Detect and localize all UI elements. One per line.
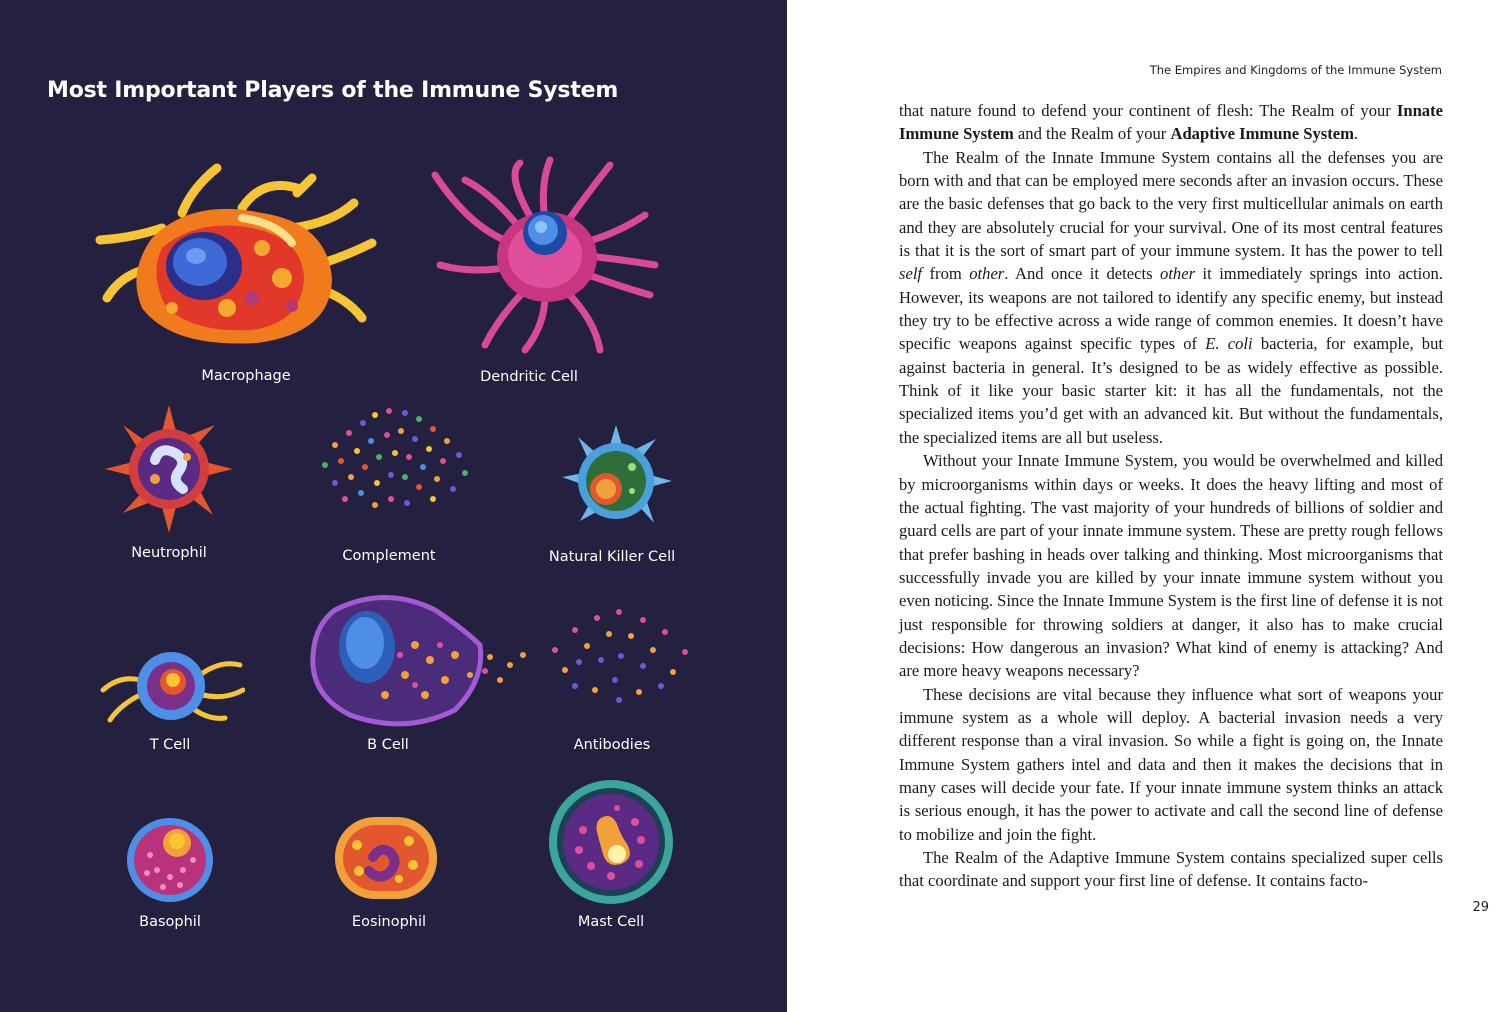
macrophage-label: Macrophage xyxy=(201,368,291,384)
antibodies-label: Antibodies xyxy=(573,737,651,753)
running-head: The Empires and Kingdoms of the Immune System xyxy=(1149,63,1442,77)
paragraph-3: Without your Innate Immune System, you would be overwhelmed and killed by microorganisms within days or weeks. It does the heavy lifting and most of the actual fighting. The vast majority of your hundreds of billions of soldier and guard cells are part of your innate immune system. These are pretty rough fellows that prefer bashing in heads over talking and thinking. Most microorganisms that successfully invade you are killed by your innate immune system without you even noticing. Since the Innate Immune System is the first line of defense it is not just responsible for throwing soldiers at danger, it also has to make crucial decisions: How dangerous an invasion? What kind of enemy is attacking? And are more heavy weapons necessary? xyxy=(899,451,1443,681)
body-text xyxy=(899,99,1443,893)
paragraph-4: These decisions are vital because they influence what sort of weapons your immune system as a whole will deploy. A bacterial invasion needs a very different response than a viral invasion. So while a fight is going on, the Innate Immune System gathers intel and data and then it makes the decisions that in many cases will decide your fate. If your innate immune system thinks an attack is serious enough, it has the power to activate and call the second line of defense to mobilize and join the fight. xyxy=(899,684,1443,844)
neutrophil-illustration xyxy=(105,405,233,533)
basophil-label: Basophil xyxy=(139,914,201,930)
b-cell-illustration xyxy=(305,585,530,735)
paragraph-2: The Realm of the Innate Immune System contains all the defenses you are born with and that can be employed mere seconds after an invasion occurs. These are the basic defenses that go back to the very first multicellular animals on earth and they are absolutely crucial for your survival. One of its most central features is that it is the sort of smart part of your immune system. It has the power to tell self from other. And once it detects other it immediately springs into action. However, its weapons are not tailored to identify any specific enemy, but instead they try to be effective across a wide range of common enemies. It doesn’t have specific weapons against specific types of E. coli bacteria, for example, but against bacteria in general. It’s designed to be as widely effective as possible. Think of it like your basic starter kit: it has all the fundamentals, not the specialized items you’d get with an advanced kit. But without the fundamentals, the specialized items are all but useless. xyxy=(899,147,1443,447)
page-number: 29 xyxy=(1472,900,1489,915)
basophil-illustration xyxy=(125,815,215,905)
text-page xyxy=(787,0,1500,1012)
complement-label: Complement xyxy=(342,548,436,564)
macrophage-illustration xyxy=(92,158,392,368)
t-cell-illustration xyxy=(95,640,245,730)
t-cell-label: T Cell xyxy=(149,737,191,753)
neutrophil-label: Neutrophil xyxy=(131,545,207,561)
mast-cell-label: Mast Cell xyxy=(577,914,645,930)
antibodies-illustration xyxy=(535,600,695,710)
eosinophil-label: Eosinophil xyxy=(351,914,427,930)
b-cell-label: B Cell xyxy=(367,737,409,753)
illustration-title: Most Important Players of the Immune System xyxy=(47,78,619,103)
mast-cell-illustration xyxy=(547,778,675,906)
paragraph-1: that nature found to defend your continent of flesh: The Realm of your Innate Immune System and the Realm of your Adaptive Immune System. xyxy=(899,101,1443,144)
paragraph-5: The Realm of the Adaptive Immune System contains specialized super cells that coordinate and support your first line of defense. It contains facto- xyxy=(899,848,1443,891)
complement-illustration xyxy=(315,405,475,515)
natural-killer-cell-illustration xyxy=(560,425,672,533)
natural-killer-cell-label: Natural Killer Cell xyxy=(548,549,676,565)
dendritic-cell-illustration xyxy=(425,155,665,355)
eosinophil-illustration xyxy=(333,815,439,901)
dendritic-cell-label: Dendritic Cell xyxy=(480,369,578,385)
